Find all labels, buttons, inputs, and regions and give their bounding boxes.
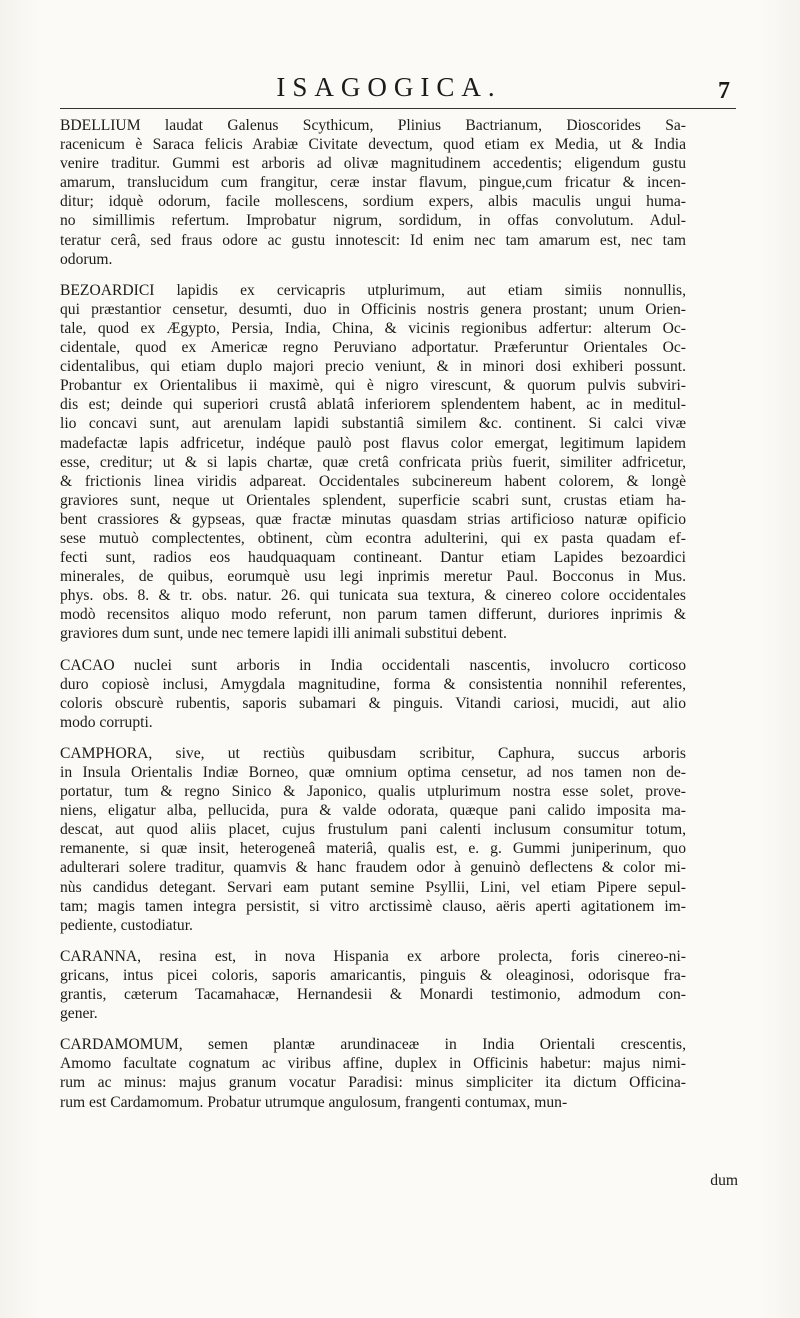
text-line: cidentalibus, qui etiam duplo majori precio veniunt, & in minori dosi exhiberi possunt. [60, 358, 686, 376]
text-line: BDELLIUM laudat Galenus Scythicum, Plinius Bactrianum, Dioscorides Sa- [60, 117, 686, 134]
text-line: no simillimis refertum. Improbatur nigrum, sordidum, in offas convolutum. Adul- [60, 212, 686, 230]
page-number: 7 [718, 78, 730, 104]
text-line: rum est Cardamomum. Probatur utrumque angulosum, frangenti contumax, mun- [60, 1093, 568, 1111]
entry-paragraph [60, 656, 686, 732]
text-line: minerales, de quibus, eorumquè usu legi inprimis meretur Paul. Bocconus in Mus. [60, 568, 686, 586]
text-line: nùs candidus detegant. Servari eam putant semine Psyllii, Lini, vel etiam Pipere sepul- [60, 878, 686, 896]
text-line: rum ac minus: majus granum vocatur Paradisi: minus simpliciter ita dictum Officina- [60, 1074, 686, 1092]
text-line: odorum. [60, 250, 113, 268]
text-line: CARANNA, resina est, in nova Hispania ex arbore prolecta, foris cinereo-ni- [60, 947, 686, 965]
text-line: portatur, tum & regno Sinico & Japonico, qualis utplurimum nostra esse solet, prove- [60, 783, 686, 801]
catchword: dum [710, 1172, 738, 1189]
text-line: tam; magis tamen integra persistit, si vitro arctissimè clauso, aëris aperti agitationem im- [60, 897, 686, 915]
text-line: lio concavi sunt, aut arenulam lapidi substantiâ similem &c. continent. Si calci vivæ [60, 415, 686, 433]
entry-paragraph [60, 744, 686, 935]
body-text [60, 116, 686, 1122]
text-line: gricans, intus picei coloris, saporis amaricantis, pinguis & oleaginosi, odorisque fra- [60, 966, 686, 984]
text-line: BEZOARDICI lapidis ex cervicapris utplurimum, aut etiam simiis nonnullis, [60, 281, 686, 299]
entry-paragraph [60, 947, 686, 1023]
text-line: Amomo facultate cognatum ac viribus affine, duplex in Officinis habetur: majus nimi- [60, 1055, 686, 1073]
text-line: graviores dum sunt, unde nec temere lapidi illi animali substitui debent. [60, 625, 507, 643]
text-line: CAMPHORA, sive, ut rectiùs quibusdam scribitur, Caphura, succus arboris [60, 744, 686, 762]
text-line: bent crassiores & gypseas, quæ fractæ minutas quasdam strias artificioso naturæ opificio [60, 510, 686, 528]
text-line: grantis, cæterum Tacamahacæ, Hernandesii & Monardi testimonio, admodum con- [60, 986, 686, 1004]
text-line: modo corrupti. [60, 713, 153, 731]
text-line: venire traditur. Gummi est arboris ad olivæ magnitudinem accedentis; eligendum gustu [60, 155, 686, 173]
text-line: tale, quod ex Ægypto, Persia, India, China, & vicinis regionibus adfertur: alterum Oc- [60, 319, 686, 337]
text-line: in Insula Orientalis Indiæ Borneo, quæ omnium optima censetur, ad nos tamen non de- [60, 764, 686, 781]
text-line: sese mutuò complectentes, obtinent, cùm econtra adulterini, qui ex pasta quadam ef- [60, 529, 686, 547]
text-line: coloris obscurè rubentis, saporis subamari & pinguis. Vitandi cariosi, mucidi, aut alio [60, 694, 686, 712]
page-header [56, 72, 730, 112]
entry-paragraph [60, 1035, 686, 1111]
text-line: remanente, si quæ insit, heterogeneâ materiâ, qualis est, e. g. Gummi juniperinum, quo [60, 840, 686, 858]
text-line: qui præstantior censetur, desumti, duo in Officinis nostris genera prostant; unum Orien- [60, 300, 686, 318]
text-line: gener. [60, 1005, 98, 1023]
text-line: duro copiosè inclusi, Amygdala magnitudine, forma & consistentia nonnihil referentes, [60, 675, 686, 693]
running-head: ISAGOGICA. [276, 72, 502, 102]
text-line: descat, aut quod aliis placet, cujus frustulum pani calenti inclusum consumitur totum, [60, 821, 686, 839]
text-line: amarum, translucidum cum frangitur, ceræ instar flavum, pingue,cum fricatur & incen- [60, 174, 686, 192]
entry-paragraph [60, 281, 686, 644]
text-line: modò recensitos aliquo modo referunt, non parum tamen differunt, duriores inprimis & [60, 606, 686, 624]
text-line: niens, eligatur alba, pellucida, pura & valde odorata, quæque pani calido imposita ma- [60, 802, 686, 820]
text-line: CARDAMOMUM, semen plantæ arundinaceæ in India Orientali crescentis, [60, 1036, 686, 1054]
text-line: phys. obs. 8. & tr. obs. natur. 26. qui tunicata sua textura, & cinereo colore occidentales [60, 587, 686, 605]
text-line: ditur; idquè odorum, facile mollescens, sordium expers, albis maculis ungui huma- [60, 193, 686, 211]
text-line: teratur cerâ, sed fraus odore ac gustu innotescit: Id enim nec tam amarum est, nec tam [60, 231, 686, 249]
entry-paragraph [60, 116, 686, 269]
text-line: dis est; deinde qui superiori crustâ ablatâ inferiorem splendentem habent, ac in meditul- [60, 396, 686, 414]
header-rule [60, 108, 736, 109]
text-line: & frictionis linea viridis adpareat. Occidentales subcinereum habent colorem, & longè [60, 472, 686, 490]
text-line: pediente, custodiatur. [60, 916, 193, 934]
text-line: graviores sunt, neque ut Orientales splendent, superficie scabri sunt, crustas etiam ha- [60, 491, 686, 509]
text-line: adulterari solere traditur, quamvis & hanc fraudem odor à genuinò deflectens & color mi- [60, 859, 686, 877]
text-line: madefactæ lapis adfricetur, indéque paulò post flavus color emergat, legitimum lapidem [60, 434, 686, 452]
text-line: racenicum è Saraca felicis Arabiæ Civitate devectum, quod etiam ex Media, ut & India [60, 136, 686, 154]
text-line: Probantur ex Orientalibus ii maximè, qui è nigro virescunt, & quorum pulvis subviri- [60, 377, 686, 395]
text-line: fecti sunt, radios eos haudquaquam contineant. Dantur etiam Lapides bezoardici [60, 549, 686, 567]
text-line: esse, creditur; ut & si lapis chartæ, quæ cretâ confricata priùs fuerit, similiter adfricetur, [60, 453, 686, 471]
text-line: CACAO nuclei sunt arboris in India occidentali nascentis, involucro corticoso [60, 656, 686, 674]
text-line: cidentale, quod ex Americæ regno Peruviano adportatur. Præferuntur Orientales Oc- [60, 339, 686, 357]
